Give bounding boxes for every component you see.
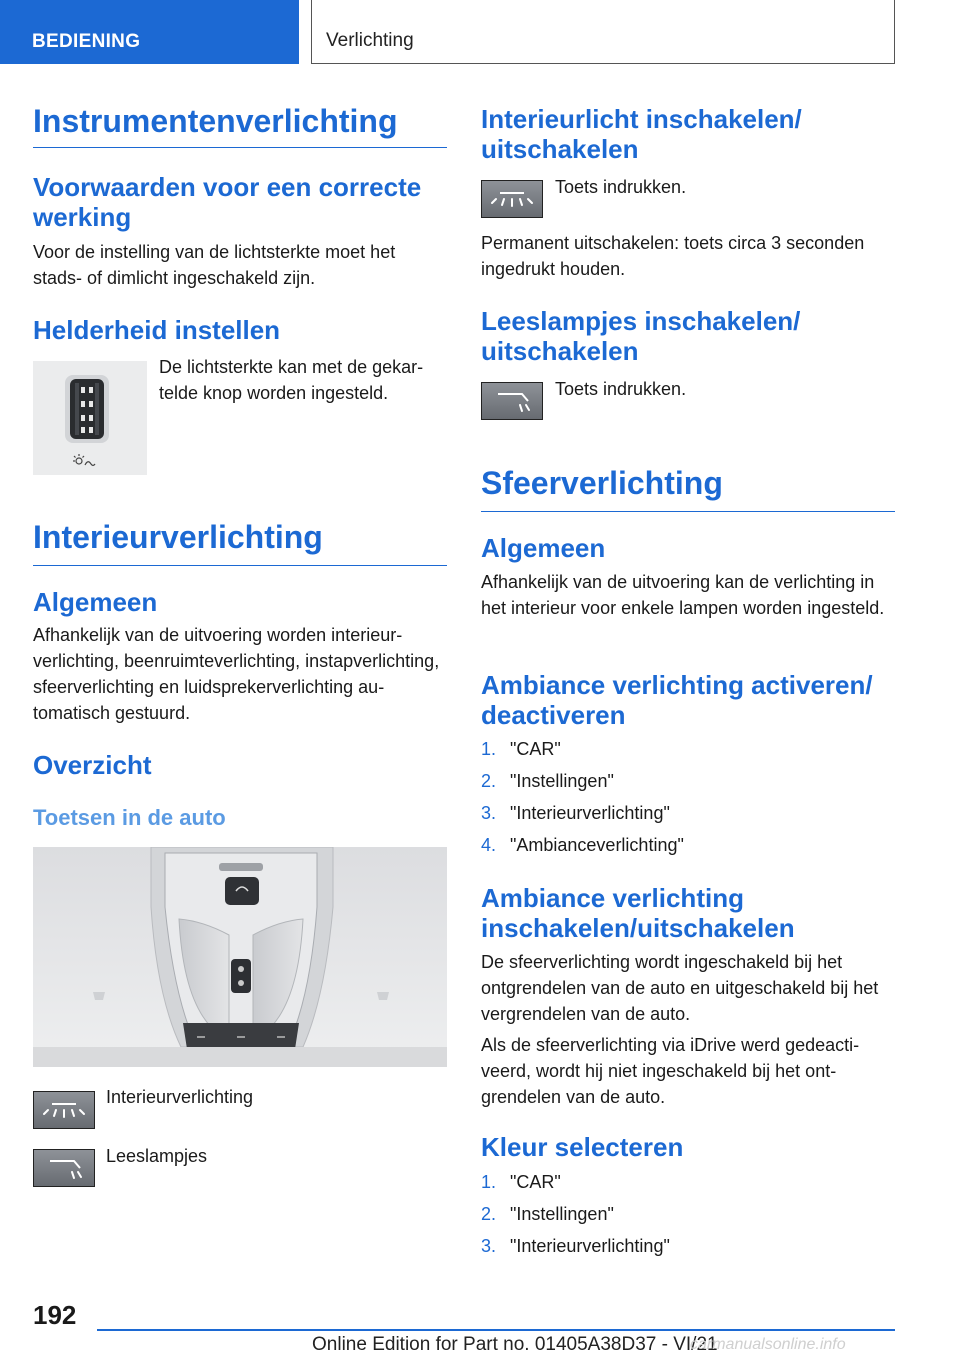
legend-label-reading: Leeslampjes [106, 1146, 208, 1166]
heading-interieurverlichting: Interieurverlichting [33, 519, 447, 566]
paragraph-ambiance-1: De sfeerverlichting wordt ingeschakeld bij het ontgrendelen van de auto en uitgeschakeld bij het vergrendelen van de auto. [481, 952, 879, 1024]
heading-leeslampjes: Leeslampjes inschakelen/ uitschakelen [481, 306, 801, 366]
page-number: 192 [33, 1300, 77, 1330]
paragraph-toets-1: Toets indrukken. [555, 177, 687, 197]
paragraph-algemeen-right: Afhankelijk van de uitvoering kan de verlichting in het interieur voor enkele lampen worden ingesteld. [481, 572, 885, 618]
footer-edition: Online Edition for Part no. 01405A38D37 - VI/21 [312, 1334, 718, 1355]
list-item: 2. "Instellingen" [481, 771, 614, 791]
paragraph-permanent: Permanent uitschakelen: toets circa 3 seconden ingedrukt houden. [481, 233, 865, 279]
paragraph-helderheid: De lichtsterkte kan met de gekartelde knop worden ingesteld. [159, 357, 424, 403]
list-item: 3. "Interieurverlichting" [481, 803, 670, 823]
paragraph-ambiance-2: Als de sfeerverlichting via iDrive werd gedeactiveerd, wordt hij niet ingeschakeld bij het ontgrendelen van de auto. [481, 1035, 860, 1107]
heading-ambiance-inschakelen: Ambiance verlichting inschakelen/uitschakelen [481, 883, 795, 943]
section-title: BEDIENING [32, 31, 141, 52]
heading-overzicht: Overzicht [33, 750, 152, 780]
paragraph-algemeen-left: Afhankelijk van de uitvoering worden interieurverlichting, beenruimteverlichting, instapverlichting, sfeerverlichting en luidsprekerverlichting automatisch gestuurd. [33, 625, 440, 723]
list-item: 2. "Instellingen" [481, 1204, 614, 1224]
heading-helderheid: Helderheid instellen [33, 315, 281, 345]
watermark: carmanualsonline.info [690, 1336, 846, 1353]
heading-sfeerverlichting: Sfeerverlichting [481, 465, 895, 512]
heading-voorwaarden: Voorwaarden voor een correcte werking [33, 172, 422, 232]
footer-divider [97, 1329, 895, 1331]
legend-label-interior: Interieurverlichting [106, 1087, 254, 1107]
heading-algemeen-left: Algemeen [33, 587, 158, 617]
chapter-title: Verlichting [326, 30, 414, 51]
paragraph-toets-2: Toets indrukken. [555, 379, 687, 399]
heading-instrumentenverlichting: Instrumentenverlichting [33, 103, 447, 148]
paragraph-voorwaarden: Voor de instelling van de lichtsterkte moet het stads- of dimlicht ingeschakeld zijn. [33, 242, 396, 288]
heading-algemeen-right: Algemeen [481, 533, 606, 563]
steps-ambiance-activeren [481, 733, 895, 861]
reading-light-button-icon [481, 382, 543, 420]
heading-toetsen: Toetsen in de auto [33, 805, 226, 830]
list-item: 1. "CAR" [481, 1172, 561, 1192]
list-item: 3. "Interieurverlichting" [481, 1236, 670, 1256]
roof-console-photo [33, 847, 447, 1067]
heading-interieurlicht: Interieurlicht inschakelen/ uitschakelen [481, 104, 802, 164]
section-tab [0, 0, 299, 64]
list-item: 1. "CAR" [481, 739, 561, 759]
heading-ambiance-activeren: Ambiance verlichting activeren/ deactiveren [481, 670, 873, 730]
heading-kleur: Kleur selecteren [481, 1132, 684, 1162]
chapter-tab [311, 0, 895, 64]
reading-light-icon [33, 1149, 95, 1187]
steps-kleur [481, 1166, 895, 1262]
interior-light-button-icon [481, 180, 543, 218]
list-item: 4. "Ambianceverlichting" [481, 835, 684, 855]
interior-light-icon [33, 1091, 95, 1129]
dimmer-knob-photo [33, 361, 147, 475]
